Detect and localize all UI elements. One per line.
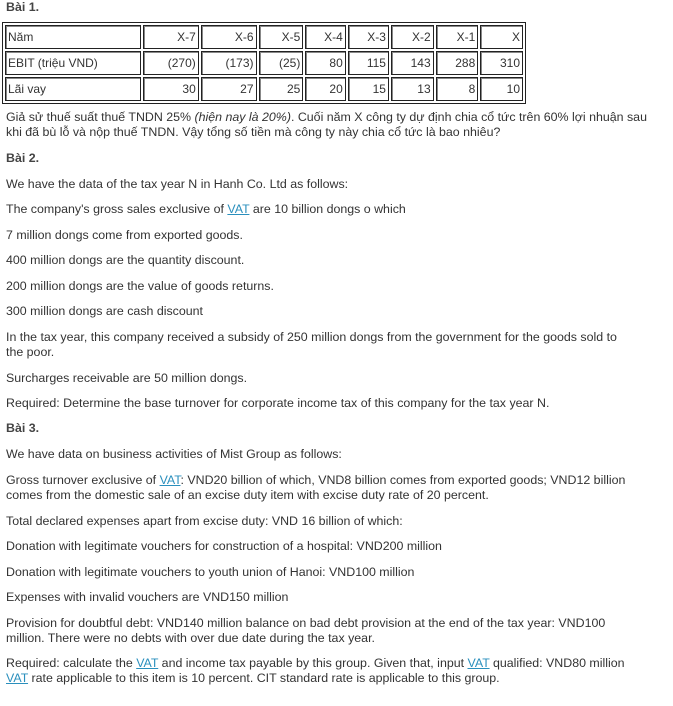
table-cell: 13 [391, 77, 434, 101]
table-cell: 30 [143, 77, 199, 101]
vat-link[interactable]: VAT [6, 671, 29, 685]
table-cell: (270) [143, 51, 199, 75]
bai2-item: 200 million dongs are the value of goods returns. [6, 279, 274, 293]
bai1-question [6, 110, 656, 140]
bai2-item: 7 million dongs come from exported goods. [6, 228, 243, 242]
bai1-question-b: . Cuối năm X công ty dự định chia cổ tức trên 60% lợi nhuận sau khi đã bù lỗ và nộp thuế TNDN. Vậy tổng số tiền mà công ty này chia cổ tức là bao nhiêu? [6, 110, 647, 139]
table-cell: 20 [305, 77, 345, 101]
table-cell: EBIT (triệu VND) [5, 51, 141, 75]
ebit-table [2, 22, 526, 104]
bai3-gross-turnover [6, 473, 636, 503]
table-row [5, 77, 523, 101]
bai2-gross-sales [6, 202, 406, 217]
table-cell: 143 [391, 51, 434, 75]
table-header-cell: X-7 [143, 25, 199, 49]
bai3-gross-b: : VND20 billion of which, VND8 billion comes from exported goods; VND12 billion comes from the domestic sale of an excise duty item with excise duty rate of 20 percent. [6, 473, 626, 502]
bai3-heading: Bài 3. [6, 421, 40, 435]
table-header-cell: X-5 [259, 25, 304, 49]
table-cell: 15 [348, 77, 389, 101]
table-cell: Lãi vay [5, 77, 141, 101]
vat-link[interactable]: VAT [227, 202, 250, 216]
table-header-cell: X-2 [391, 25, 434, 49]
bai3-total-expenses: Total declared expenses apart from excise duty: VND 16 billion of which: [6, 514, 403, 528]
table-header-cell: X-1 [436, 25, 479, 49]
table-cell: (25) [259, 51, 304, 75]
bai3-req-d: rate applicable to this item is 10 percent. CIT standard rate is applicable to this group. [28, 671, 500, 685]
table-cell: 25 [259, 77, 304, 101]
bai3-intro: We have data on business activities of Mist Group as follows: [6, 447, 342, 461]
table-cell: 10 [480, 77, 523, 101]
bai3-required [6, 656, 646, 686]
bai3-donation-hospital: Donation with legitimate vouchers for construction of a hospital: VND200 million [6, 539, 442, 553]
bai2-subsidy: In the tax year, this company received a subsidy of 250 million dongs from the government for the goods sold to the poor. [6, 330, 617, 359]
bai3-donation-youth: Donation with legitimate vouchers to youth union of Hanoi: VND100 million [6, 565, 415, 579]
table-cell: 27 [201, 77, 257, 101]
vat-link[interactable]: VAT [136, 656, 159, 670]
bai2-required: Required: Determine the base turnover for corporate income tax of this company for the tax year N. [6, 396, 550, 410]
table-header-cell: Năm [5, 25, 141, 49]
table-cell: 115 [348, 51, 389, 75]
bai1-question-italic: (hiện nay là 20%) [194, 110, 291, 124]
bai2-item: 400 million dongs are the quantity discount. [6, 253, 245, 267]
bai2-surcharges: Surcharges receivable are 50 million dongs. [6, 371, 248, 385]
table-header-row [5, 25, 523, 49]
table-cell: 310 [480, 51, 523, 75]
table-header-cell: X [480, 25, 523, 49]
table-row [5, 51, 523, 75]
table-cell: (173) [201, 51, 257, 75]
vat-link[interactable]: VAT [159, 473, 181, 487]
bai2-gross-a: The company's gross sales exclusive of [6, 202, 228, 216]
bai3-gross-a: Gross turnover exclusive of [6, 473, 160, 487]
bai3-req-b: and income tax payable by this group. Given that, input [158, 656, 468, 670]
bai2-item: 300 million dongs are cash discount [6, 304, 203, 318]
bai3-invalid-expenses: Expenses with invalid vouchers are VND150 million [6, 590, 289, 604]
bai2-gross-b: are 10 billion dongs o which [249, 202, 406, 216]
table-cell: 288 [436, 51, 479, 75]
table-header-cell: X-6 [201, 25, 257, 49]
bai1-question-a: Giả sử thuế suất thuế TNDN 25% [6, 110, 195, 124]
bai2-intro: We have the data of the tax year N in Hanh Co. Ltd as follows: [6, 177, 349, 191]
bai1-heading: Bài 1. [6, 0, 40, 14]
table-cell: 8 [436, 77, 479, 101]
bai3-req-c: qualified: VND80 million [489, 656, 625, 670]
table-header-cell: X-4 [305, 25, 345, 49]
bai2-heading: Bài 2. [6, 151, 40, 165]
vat-link[interactable]: VAT [467, 656, 490, 670]
table-cell: 80 [305, 51, 345, 75]
table-header-cell: X-3 [348, 25, 389, 49]
bai3-req-a: Required: calculate the [6, 656, 137, 670]
bai3-provision: Provision for doubtful debt: VND140 million balance on bad debt provision at the end of the tax year: VND100 million. There were no debts with over due date during the tax year. [6, 616, 606, 645]
